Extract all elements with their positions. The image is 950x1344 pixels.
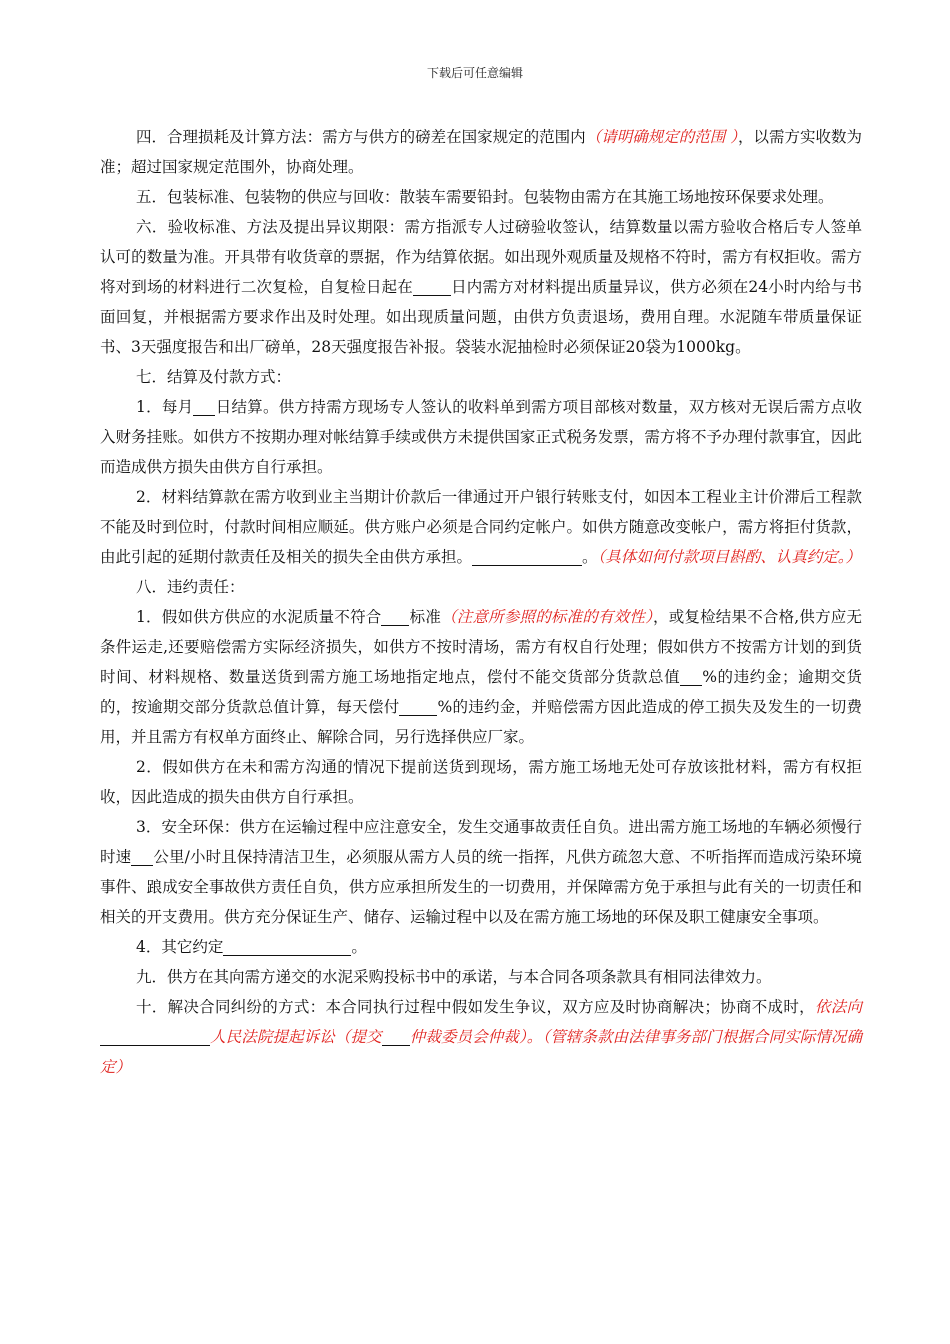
section-8-item-4: 4．其它约定 。	[136, 938, 367, 956]
section-7-item-1: 1．每月 日结算。供方持需方现场专人签认的收料单到需方项目部核对数量，双方核对无误后需方点收入财务挂账。如供方不按期办理对帐结算手续或供方未提供国家正式税务发票，需方将不予办理付款事宜，因此而造成供方损失由供方自行承担。	[100, 398, 862, 476]
section-9: 九．供方在其向需方递交的水泥采购投标书中的承诺，与本合同各项条款具有相同法律效力。	[136, 968, 772, 986]
section-10: 十．解决合同纠纷的方式：本合同执行过程中假如发生争议，双方应及时协商解决；协商不成时，依法向人民法院提起诉讼（提交 仲裁委员会仲裁）。（管辖条款由法律事务部门根据合同实际情况确定）	[100, 998, 862, 1076]
note-standard: （注意所参照的标准的有效性）	[441, 608, 654, 626]
blank-field[interactable]	[413, 277, 451, 296]
section-8-item-2: 2．假如供方在未和需方沟通的情况下提前送货到现场，需方施工场地无处可存放该批材料，需方有权拒收，因此造成的损失由供方自行承担。	[100, 758, 862, 806]
blank-field[interactable]	[472, 547, 582, 566]
blank-field[interactable]	[399, 697, 437, 716]
page-header: 下载后可任意编辑	[426, 66, 523, 80]
section-6: 六．验收标准、方法及提出异议期限：需方指派专人过磅验收签认，结算数量以需方验收合格后专人签单认可的数量为准。开具带有收货章的票据，作为结算依据。如出现外观质量及规格不符时，需方有权拒收。需方将对到场的材料进行二次复检，自复检日起在 日内需方对材料提出质量异议，供方必须在24小时内给与书面回复，并根据需方要求作出及时处理。如出现质量问题，由供方负责退场，费用自理。水泥随车带质量保证书、3天强度报告和出厂磅单，28天强度报告补报。袋装水泥抽检时必须保证20袋为1000kg。	[100, 218, 862, 356]
section-8-item-3: 3．安全环保：供方在运输过程中应注意安全，发生交通事故责任自负。进出需方施工场地的车辆必须慢行时速 公里/小时且保持清洁卫生，必须服从需方人员的统一指挥，凡供方疏忽大意、不听指挥而造成污染环境事件、踉成安全事故供方责任自负，供方应承担所发生的一切费用，并保障需方免于承担与此有关的一切责任和相关的开支费用。供方充分保证生产、储存、运输过程中以及在需方施工场地的环保及职工健康安全事项。	[100, 818, 862, 926]
blank-field[interactable]	[382, 1027, 410, 1046]
note-range: （请明确规定的范围 ）	[585, 128, 738, 146]
section-7-item-2: 2．材料结算款在需方收到业主当期计价款后一律通过开户银行转账支付，如因本工程业主计价滞后工程款不能及时到位时，付款时间相应顺延。供方账户必须是合同约定帐户。如供方随意改变帐户，需方将拒付货款，由此引起的延期付款责任及相关的损失全由供方承担。 。（具体如何付款项目斟酌、认真约定。）	[100, 488, 862, 566]
section-8-title: 八．违约责任：	[136, 578, 245, 596]
section-7-title: 七．结算及付款方式：	[136, 368, 292, 386]
blank-field[interactable]	[223, 937, 351, 956]
blank-field[interactable]	[100, 1027, 210, 1046]
section-8-item-1: 1．假如供方供应的水泥质量不符合 标准（注意所参照的标准的有效性），或复检结果不合格,供方应无条件运走,还要赔偿需方实际经济损失，如供方不按时清场，需方有权自行处理；假如供方不按需方计划的到货时间、材料规格、数量送货到需方施工场地指定地点，偿付不能交货部分货款总值 %的违约金；逾期交货的，按逾期交部分货款总值计算，每天偿付 %的违约金，并赔偿需方因此造成的停工损失及发生的一切费用，并且需方有权单方面终止、解除合同，另行选择供应厂家。	[100, 608, 862, 746]
note-jurisdiction: （管辖条款由法律事务部门根据合同实际情况确定）	[100, 1028, 862, 1076]
contract-body	[100, 122, 862, 1082]
section-5: 五．包装标准、包装物的供应与回收：散装车需要铅封。包装物由需方在其施工场地按环保要求处理。	[136, 188, 834, 206]
blank-field[interactable]	[131, 847, 153, 866]
section-4: 四．合理损耗及计算方法：需方与供方的磅差在国家规定的范围内（请明确规定的范围 ），以需方实收数为准；超过国家规定范围外，协商处理。	[100, 128, 862, 176]
note-payment: （具体如何付款项目斟酌、认真约定。）	[597, 548, 862, 566]
blank-field[interactable]	[193, 397, 215, 416]
blank-field[interactable]	[680, 667, 702, 686]
blank-field[interactable]	[381, 607, 409, 626]
